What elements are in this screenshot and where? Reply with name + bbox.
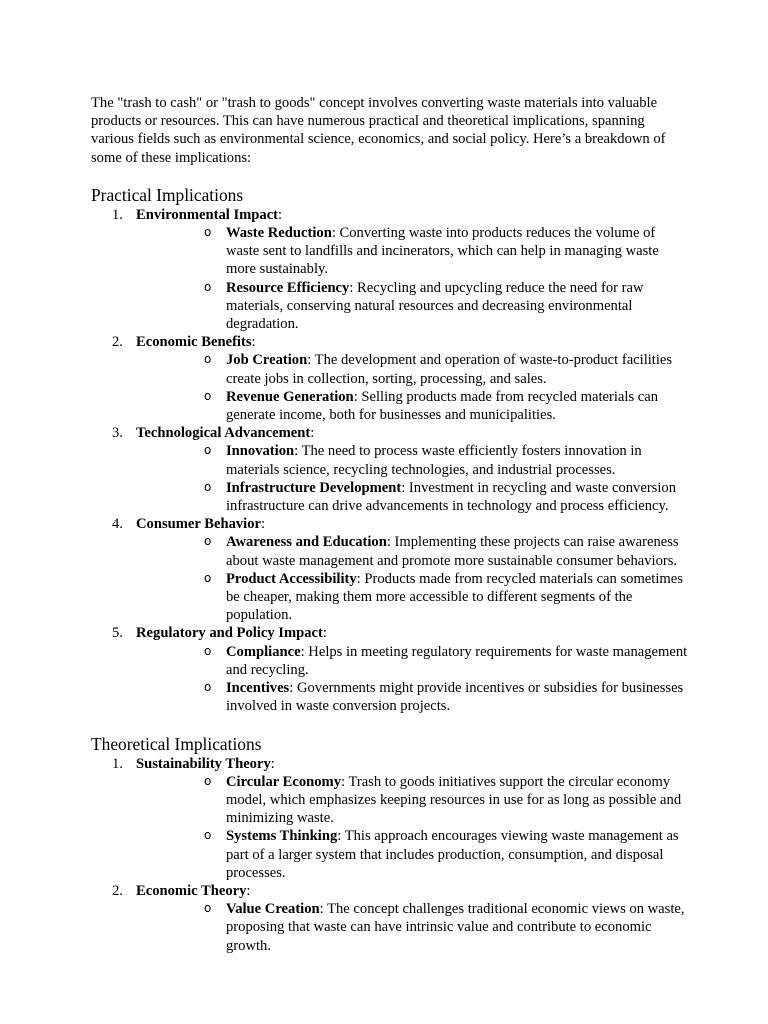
sub-item-term: Innovation	[226, 443, 295, 460]
sub-list-item	[136, 900, 691, 955]
sub-list-item	[136, 533, 691, 569]
sub-list	[136, 442, 691, 515]
sub-item-text: : Recycling and upcycling reduce the need for raw materials, conserving natural resources and decreasing environmental degradation.	[226, 279, 644, 333]
sub-item-text: : This approach encourages viewing waste management as part of a larger system that includes production, consumption, and disposal processes.	[226, 828, 679, 881]
item-number: 3.	[112, 425, 123, 442]
bullet-icon: o	[204, 479, 212, 494]
item-title: Environmental Impact:	[136, 206, 283, 223]
sub-item-term: Revenue Generation	[226, 388, 354, 405]
bullet-icon: o	[204, 570, 212, 585]
sub-list-item	[136, 570, 691, 625]
sub-item-term: Awareness and Education	[226, 534, 387, 551]
item-number: 2.	[112, 882, 123, 899]
sub-item-text: : The development and operation of waste-to-product facilities create jobs in collection, sorting, processing, and sales.	[226, 352, 673, 387]
bullet-icon: o	[204, 773, 212, 788]
item-number: 1.	[112, 755, 123, 772]
sub-item-text: : Investment in recycling and waste conversion infrastructure can drive advancements in technology and process efficiency.	[226, 479, 677, 515]
sub-list-item	[136, 279, 691, 334]
bullet-icon: o	[204, 534, 212, 549]
list-item	[91, 755, 691, 882]
sub-list-item	[136, 224, 691, 279]
section-heading-theoretical: Theoretical Implications	[91, 733, 262, 754]
sub-list	[136, 643, 691, 716]
sub-item-text: : Implementing these projects can raise awareness about waste management and promote more sustainable consumer behaviors.	[226, 534, 679, 569]
sub-item-text: : Products made from recycled materials can sometimes be cheaper, making them more accessible to different segments of the population.	[226, 570, 683, 624]
section-heading-practical: Practical Implications	[91, 184, 244, 205]
bullet-icon: o	[204, 388, 212, 403]
sub-item-term: Circular Economy	[226, 773, 341, 790]
sub-item-term: Waste Reduction	[226, 225, 332, 242]
list-item	[91, 515, 691, 624]
sub-list-item	[136, 643, 691, 679]
bullet-icon: o	[204, 443, 212, 458]
sub-list-item	[136, 388, 691, 424]
sub-list	[136, 351, 691, 424]
list-item	[91, 424, 691, 515]
bullet-icon: o	[204, 828, 212, 843]
sub-list-item	[136, 773, 691, 828]
sub-list-item	[136, 827, 691, 882]
list-item	[91, 882, 691, 955]
item-number: 5.	[112, 625, 123, 642]
item-title: Sustainability Theory:	[136, 755, 275, 772]
sub-item-term: Product Accessibility	[226, 570, 357, 587]
sub-list-item	[136, 351, 691, 387]
item-number: 4.	[112, 516, 123, 533]
sub-item-text: : Helps in meeting regulatory requirements for waste management and recycling.	[226, 643, 688, 678]
sub-list	[136, 773, 691, 882]
item-title: Economic Benefits:	[136, 334, 256, 351]
sub-item-text: : The need to process waste efficiently fosters innovation in materials science, recycling technologies, and industrial processes.	[226, 443, 642, 478]
sub-list	[136, 533, 691, 624]
list-item	[91, 206, 691, 333]
item-title: Economic Theory:	[136, 882, 251, 899]
sub-list-item	[136, 679, 691, 715]
item-title: Technological Advancement:	[136, 425, 315, 442]
theoretical-list	[91, 755, 691, 955]
bullet-icon: o	[204, 279, 212, 294]
sub-item-text: : Selling products made from recycled materials can generate income, both for businesses and municipalities.	[226, 388, 659, 424]
sub-item-term: Incentives	[226, 680, 290, 697]
item-title: Consumer Behavior:	[136, 516, 266, 533]
sub-list	[136, 900, 691, 955]
item-number: 1.	[112, 206, 123, 223]
item-title: Regulatory and Policy Impact:	[136, 625, 327, 642]
sub-item-text: : Governments might provide incentives or subsidies for businesses involved in waste conversion projects.	[226, 680, 684, 715]
sub-list-item	[136, 442, 691, 478]
sub-item-text: : The concept challenges traditional economic views on waste, proposing that waste can have intrinsic value and contribute to economic growth.	[226, 901, 685, 954]
sub-item-term: Value Creation	[226, 901, 320, 918]
document-page	[91, 94, 691, 955]
sub-item-text: : Trash to goods initiatives support the circular economy model, which emphasizes keeping resources in use for as long as possible and minimizing waste.	[226, 773, 682, 827]
bullet-icon: o	[204, 680, 212, 695]
bullet-icon: o	[204, 225, 212, 240]
sub-list	[136, 224, 691, 333]
intro-paragraph: The "trash to cash" or "trash to goods" concept involves converting waste materials into valuable products or resources. This can have numerous practical and theoretical implications, spanning various fields such as environmental science, economics, and social policy. Here’s a breakdown of some of these implications:	[91, 95, 666, 166]
list-item	[91, 624, 691, 715]
sub-list-item	[136, 479, 691, 515]
bullet-icon: o	[204, 901, 212, 916]
sub-item-term: Infrastructure Development	[226, 479, 402, 496]
list-item	[91, 333, 691, 424]
sub-item-term: Compliance	[226, 643, 301, 660]
sub-item-text: : Converting waste into products reduces the volume of waste sent to landfills and incinerators, which can help in managing waste more sustainably.	[226, 225, 659, 278]
practical-list	[91, 206, 691, 716]
sub-item-term: Resource Efficiency	[226, 279, 350, 296]
bullet-icon: o	[204, 643, 212, 658]
item-number: 2.	[112, 334, 123, 351]
sub-item-term: Systems Thinking	[226, 828, 338, 845]
sub-item-term: Job Creation	[226, 352, 308, 369]
bullet-icon: o	[204, 352, 212, 367]
